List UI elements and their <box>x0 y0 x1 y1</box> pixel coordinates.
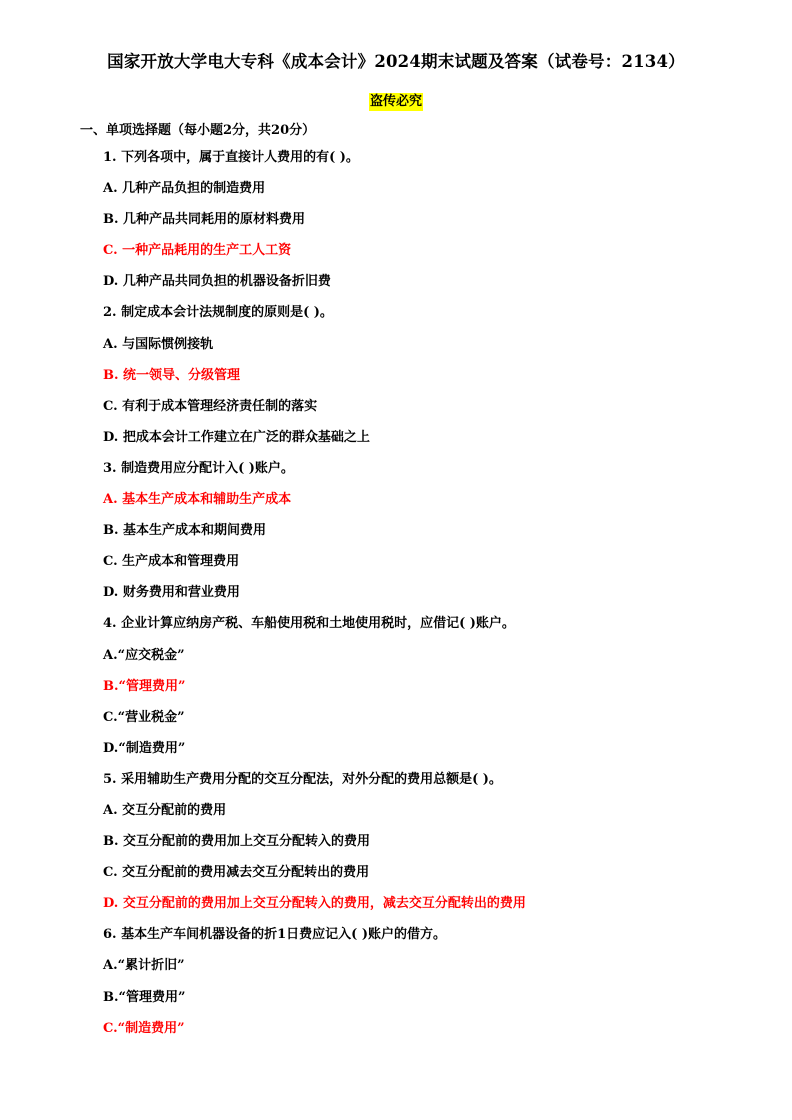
piracy-notice: 盗传必究 <box>369 94 422 109</box>
question-text: 3. 制造费用应分配计入( )账户。 <box>103 460 294 476</box>
answer-option: C. 交互分配前的费用减去交互分配转出的费用 <box>103 865 370 881</box>
answer-option: A.“累计折旧” <box>103 958 185 974</box>
question-text: 1. 下列各项中，属于直接计人费用的有( )。 <box>103 150 359 165</box>
correct-answer-option: C. 一种产品耗用的生产工人工资 <box>103 243 292 259</box>
answer-option: B.“管理费用” <box>103 989 186 1005</box>
correct-answer-option: B. 统一领导、分级管理 <box>103 367 241 383</box>
correct-answer-option: C.“制造费用” <box>103 1020 185 1036</box>
answer-option: B. 几种产品共同耗用的原材料费用 <box>103 212 306 228</box>
correct-answer-option: A. 基本生产成本和辅助生产成本 <box>103 492 292 508</box>
section-heading: 一、单项选择题（每小题2分，共20分） <box>80 123 316 138</box>
question-list <box>103 148 526 1050</box>
answer-option: B. 基本生产成本和期间费用 <box>103 523 267 539</box>
question-text: 5. 采用辅助生产费用分配的交互分配法，对外分配的费用总额是( )。 <box>103 771 502 787</box>
answer-option: C. 生产成本和管理费用 <box>103 554 240 570</box>
answer-option: D. 财务费用和营业费用 <box>103 585 240 601</box>
correct-answer-option: B.“管理费用” <box>103 678 186 694</box>
notice-container <box>0 90 792 111</box>
answer-option: A. 几种产品负担的制造费用 <box>103 181 266 197</box>
question-text: 6. 基本生产车间机器设备的折1日费应记入( )账户的借方。 <box>103 927 446 943</box>
answer-option: D. 几种产品共同负担的机器设备折旧费 <box>103 274 331 290</box>
answer-option: A. 交互分配前的费用 <box>103 802 227 818</box>
document-title: 国家开放大学电大专科《成本会计》2024期末试题及答案（试卷号：2134） <box>107 52 685 71</box>
answer-option: C.“营业税金” <box>103 709 185 725</box>
correct-answer-option: D. 交互分配前的费用加上交互分配转入的费用，减去交互分配转出的费用 <box>103 896 526 912</box>
answer-option: D.“制造费用” <box>103 740 186 756</box>
question-text: 4. 企业计算应纳房产税、车船使用税和土地使用税时，应借记( )账户。 <box>103 616 515 632</box>
question-text: 2. 制定成本会计法规制度的原则是( )。 <box>103 305 333 321</box>
answer-option: A.“应交税金” <box>103 647 185 663</box>
answer-option: A. 与国际惯例接轨 <box>103 336 214 352</box>
answer-option: C. 有利于成本管理经济责任制的落实 <box>103 398 318 414</box>
answer-option: D. 把成本会计工作建立在广泛的群众基础之上 <box>103 429 370 445</box>
answer-option: B. 交互分配前的费用加上交互分配转入的费用 <box>103 834 371 850</box>
